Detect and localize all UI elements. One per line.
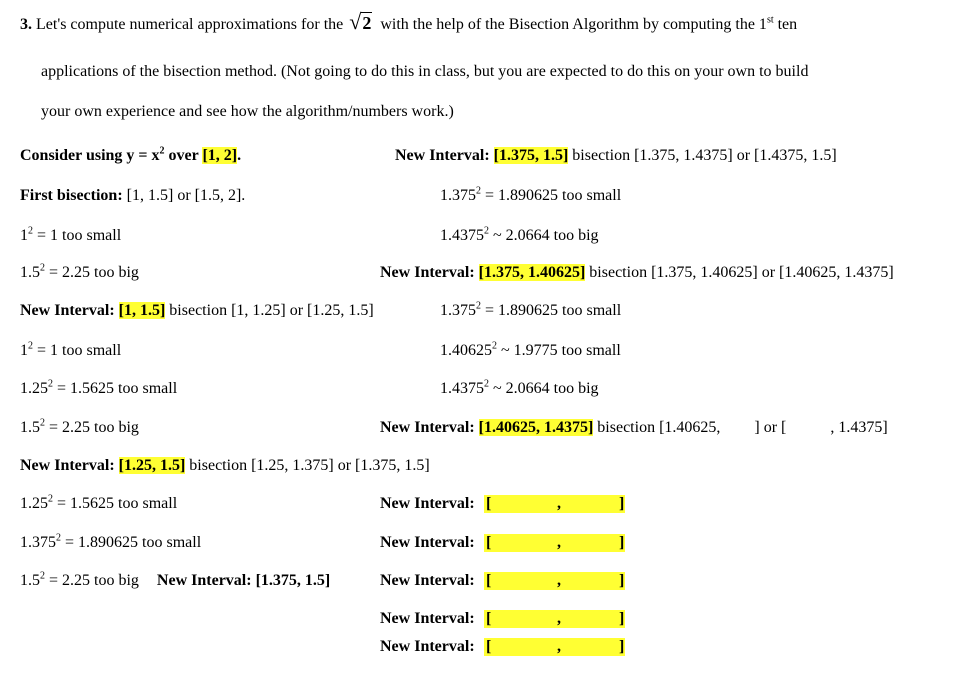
problem-line1-pre: Let's compute numerical approximations for the (36, 16, 344, 33)
new-interval-3: New Interval: [1.375, 1.5] (156, 572, 331, 589)
new-interval-5: New Interval: [1.375, 1.40625] bisection [1.375, 1.40625] or [1.40625, 1.4375] (380, 264, 894, 281)
right-row-3: $1.375^2 = 1.890625$ too small (440, 300, 622, 319)
new-interval-2: New Interval: [1.25, 1.5] bisection [1.25, 1.375] or [1.375, 1.5] (20, 457, 430, 474)
left-row-8: $1.5^2 = 2.25$ too big New Interval: [1.375, 1.5] (20, 570, 331, 589)
blank-field[interactable] (484, 572, 625, 590)
problem-line-2: applications of the bisection method. (Not going to do this in class, but you are expected to do this on your own to build (41, 63, 809, 80)
blank-field[interactable] (484, 638, 625, 656)
problem-line1-post: with the help of the Bisection Algorithm by computing the 1 (380, 16, 767, 33)
sqrt-symbol: √2 (349, 9, 372, 34)
blank-field[interactable] (484, 610, 625, 628)
problem-number: 3. (20, 16, 32, 33)
left-row-6: $1.25^2 = 1.5625$ too small (20, 493, 178, 512)
problem-line-1 (20, 9, 798, 35)
blank-field[interactable] (484, 495, 625, 513)
left-row-1: $1^2 = 1$ too small (20, 225, 122, 244)
right-row-5: 1.4375$^2$ ~ 2.0664 too big (440, 378, 599, 397)
left-row-3: $1^2 = 1$ too small (20, 340, 122, 359)
right-row-1: $1.375^2 = 1.890625$ too small (440, 185, 622, 204)
left-row-7: $1.375^2 = 1.890625$ too small (20, 532, 202, 551)
consider-interval: [1, 2] (202, 147, 238, 164)
problem-line1-end: ten (777, 16, 798, 33)
right-row-2: 1.4375$^2$ ~ 2.0664 too big (440, 225, 599, 244)
problem-line-3: your own experience and see how the algorithm/numbers work.) (41, 103, 454, 120)
new-interval-1: New Interval: [1, 1.5] bisection [1, 1.25] or [1.25, 1.5] (20, 302, 374, 319)
first-bisection-line: First bisection: [1, 1.5] or [1.5, 2]. (20, 187, 246, 204)
blank-field[interactable] (484, 534, 625, 552)
left-row-2: $1.5^2 = 2.25$ too big (20, 262, 139, 281)
consider-line: Consider using $y = x^2$ over [1, 2]. (20, 145, 242, 164)
right-row-4: 1.40625$^2$ ~ 1.9775 too small (440, 340, 621, 359)
left-row-5: $1.5^2 = 2.25$ too big (20, 417, 139, 436)
left-row-4: $1.25^2 = 1.5625$ too small (20, 378, 178, 397)
new-interval-4: New Interval: [1.375, 1.5] bisection [1.375, 1.4375] or [1.4375, 1.5] (395, 147, 837, 164)
problem-line1-sup: st (766, 14, 774, 26)
new-interval-6: New Interval: [1.40625, 1.4375] bisection [1.40625, ] or [ , 1.4375] (380, 419, 888, 436)
